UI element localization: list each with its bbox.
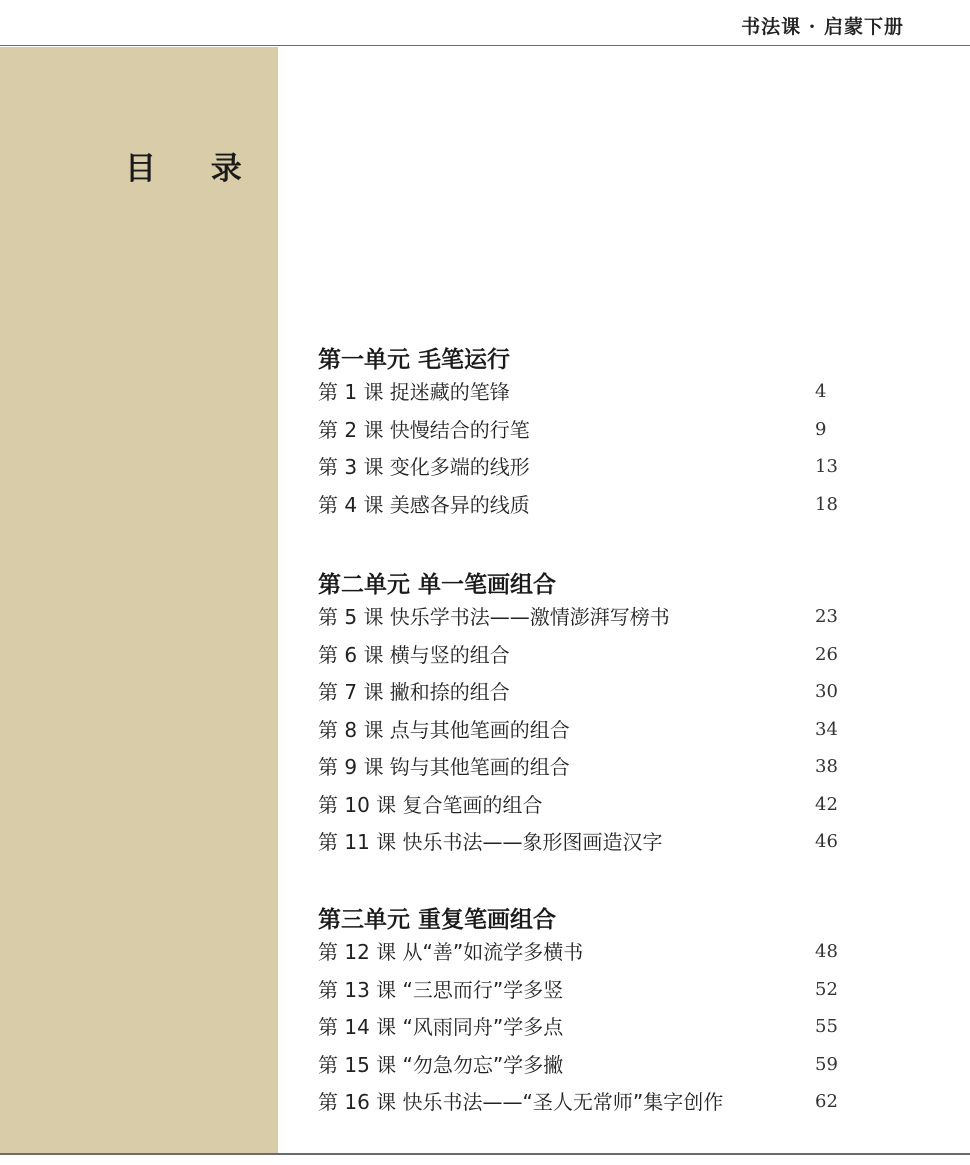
page-number: 18 — [815, 493, 838, 515]
toc-entry[interactable] — [318, 827, 858, 865]
toc-entry[interactable] — [318, 752, 858, 790]
toc-entry[interactable] — [318, 790, 858, 828]
lesson-title: 第 3 课 变化多端的线形 — [318, 455, 530, 479]
lesson-title: 第 6 课 横与竖的组合 — [318, 642, 510, 667]
lesson-title: 第 5 课 快乐学书法——激情澎湃写榜书 — [318, 605, 670, 629]
page-number: 30 — [815, 681, 838, 702]
toc-entry[interactable] — [318, 975, 858, 1013]
page-number: 59 — [815, 1053, 838, 1075]
toc-entry[interactable] — [318, 490, 858, 528]
page-number: 52 — [815, 978, 838, 1000]
unit-1 — [318, 343, 858, 527]
unit-title: 第二单元 单一笔画组合 — [318, 571, 557, 598]
toc-entry[interactable] — [318, 937, 858, 975]
lesson-title: 第 2 课 快慢结合的行笔 — [318, 417, 530, 442]
toc-entry[interactable] — [318, 640, 858, 678]
unit-title: 第一单元 毛笔运行 — [318, 346, 511, 373]
lesson-title: 第 1 课 捉迷藏的笔锋 — [318, 380, 510, 404]
book-title: 书法课 · 启蒙下册 — [741, 16, 904, 38]
toc-entry[interactable] — [318, 677, 858, 715]
toc-heading: 目 录 — [125, 151, 264, 187]
lesson-title: 第 16 课 快乐书法——“圣人无常师”集字创作 — [318, 1090, 724, 1114]
toc-entry[interactable] — [318, 715, 858, 753]
lesson-title: 第 12 课 从“善”如流学多横书 — [318, 940, 584, 964]
lesson-title: 第 15 课 “勿急勿忘”学多撇 — [318, 1052, 564, 1077]
lesson-title: 第 8 课 点与其他笔画的组合 — [318, 717, 570, 742]
bottom-rule — [0, 1153, 970, 1155]
toc-entry[interactable] — [318, 602, 858, 640]
toc-entry[interactable] — [318, 1050, 858, 1088]
page-header — [0, 0, 970, 46]
toc-entry[interactable] — [318, 452, 858, 490]
sidebar-panel — [0, 47, 278, 1153]
lesson-title: 第 9 课 钩与其他笔画的组合 — [318, 755, 570, 779]
page-number: 62 — [815, 1091, 838, 1112]
toc-entry[interactable] — [318, 1087, 858, 1125]
unit-3 — [318, 903, 858, 1125]
page-number: 9 — [815, 418, 827, 440]
lesson-title: 第 4 课 美感各异的线质 — [318, 492, 530, 517]
page-number: 48 — [815, 941, 838, 962]
page-number: 42 — [815, 793, 838, 815]
page-number: 4 — [815, 381, 827, 402]
toc-entry[interactable] — [318, 415, 858, 453]
unit-title: 第三单元 重复笔画组合 — [318, 906, 557, 933]
page-number: 46 — [815, 831, 838, 852]
page-number: 13 — [815, 456, 838, 477]
page-number: 26 — [815, 643, 838, 665]
lesson-title: 第 10 课 复合笔画的组合 — [318, 792, 543, 817]
lesson-title: 第 14 课 “风雨同舟”学多点 — [318, 1015, 564, 1039]
page-number: 55 — [815, 1016, 838, 1037]
lesson-title: 第 7 课 撇和捺的组合 — [318, 680, 510, 704]
page-number: 34 — [815, 718, 838, 740]
unit-2 — [318, 568, 858, 865]
lesson-title: 第 11 课 快乐书法——象形图画造汉字 — [318, 830, 663, 854]
page-number: 38 — [815, 756, 838, 777]
toc-entry[interactable] — [318, 1012, 858, 1050]
lesson-title: 第 13 课 “三思而行”学多竖 — [318, 977, 564, 1002]
toc-entry[interactable] — [318, 377, 858, 415]
page-number: 23 — [815, 606, 838, 627]
